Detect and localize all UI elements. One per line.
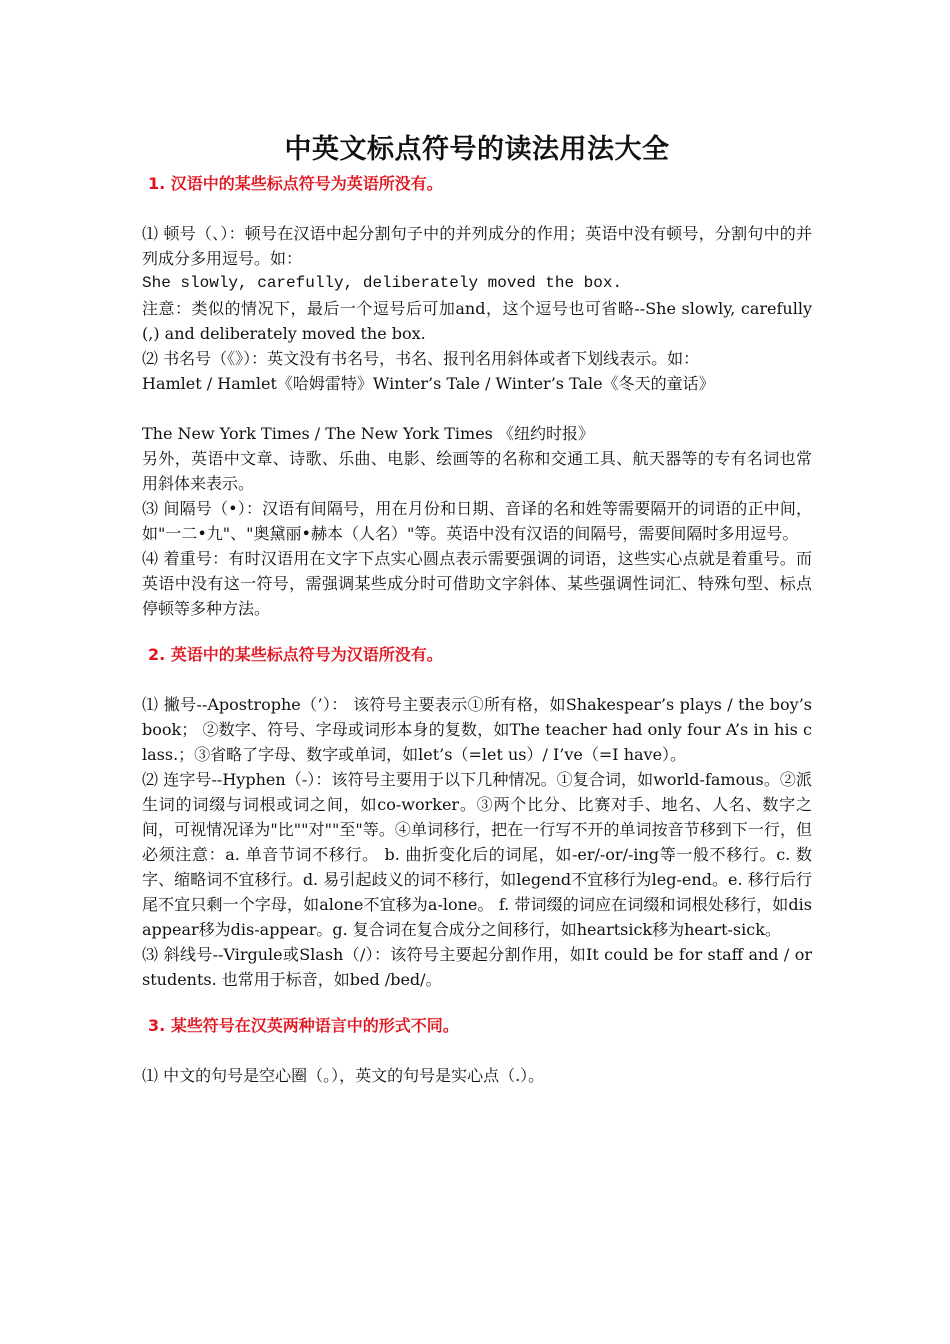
section-heading-2: 2. 英语中的某些标点符号为汉语所没有。 bbox=[148, 645, 443, 664]
paragraph: ⑶ 间隔号（•）：汉语有间隔号，用在月份和日期、音译的名和姓等需要隔开的词语的正中间，如"一二•九"、"奥黛丽•赫本（人名）"等。英语中没有汉语的间隔号，需要间隔时多用逗号。 bbox=[142, 499, 812, 543]
paragraph: ⑴ 中文的句号是空心圈（。），英文的句号是实心点（.）。 bbox=[142, 1066, 545, 1085]
paragraph: The New York Times / The New York Times 《纽约时报》 bbox=[142, 424, 594, 443]
page-title: 中英文标点符号的读法用法大全 bbox=[284, 134, 670, 165]
paragraph: 注意：类似的情况下，最后一个逗号后可加and，这个逗号也可省略--She slowly, carefully(,) and deliberately moved the box. bbox=[142, 299, 812, 343]
paragraph: ⑶ 斜线号--Virgule或Slash（/）：该符号主要起分割作用，如It could be for staff and / or students. 也常用于标音，如bed /bed/。 bbox=[142, 945, 812, 989]
paragraph: 另外，英语中文章、诗歌、乐曲、电影、绘画等的名称和交通工具、航天器等的专有名词也常用斜体来表示。 bbox=[142, 449, 812, 493]
paragraph: ⑵ 连字号--Hyphen（-）：该符号主要用于以下几种情况。①复合词，如world-famous。②派生词的词缀与词根或词之间，如co-worker。③两个比分、比赛对手、地名、人名、数字之间，可视情况译为"比""对""至"等。④单词移行，把在一行写不开的单词按音节移到下一行，但必须注意：a. 单音节词不移行。 b. 曲折变化后的词尾，如-er/-or/-ing等一般不移行。c. 数字、缩略词不宜移行。d. 易引起歧义的词不移行，如legend不宜移行为leg-end。e. 移行后行尾不宜只剩一个字母，如alone不宜移为a-lone。 f. 带词缀的词应在词缀和词根处移行，如disappear移为dis-appear。g. 复合词在复合成分之间移行，如heartsick移为heart-sick。 bbox=[142, 770, 812, 939]
section-heading-3: 3. 某些符号在汉英两种语言中的形式不同。 bbox=[148, 1016, 459, 1035]
document-page bbox=[142, 128, 812, 1088]
paragraph: ⑴ 撇号--Apostrophe（’）： 该符号主要表示①所有格，如Shakespear’s plays / the boy’s book； ②数字、符号、字母或词形本身的复数，如The teacher had only four A’s in his class.；③省略了字母、数字或单词，如let’s（=let us）/ I’ve（=I have）。 bbox=[142, 695, 812, 764]
paragraph: She slowly, carefully, deliberately moved the box. bbox=[142, 274, 623, 292]
paragraph: ⑴ 顿号（、）：顿号在汉语中起分割句子中的并列成分的作用；英语中没有顿号，分割句中的并列成分多用逗号。如： bbox=[142, 224, 812, 268]
section-heading-1: 1. 汉语中的某些标点符号为英语所没有。 bbox=[148, 174, 443, 193]
paragraph: ⑵ 书名号（《》）：英文没有书名号，书名、报刊名用斜体或者下划线表示。如： bbox=[142, 349, 700, 368]
paragraph: ⑷ 着重号：有时汉语用在文字下点实心圆点表示需要强调的词语，这些实心点就是着重号。而英语中没有这一符号，需强调某些成分时可借助文字斜体、某些强调性词汇、特殊句型、标点停顿等多种方法。 bbox=[142, 549, 812, 618]
paragraph: Hamlet / Hamlet《哈姆雷特》Winter’s Tale / Winter’s Tale《冬天的童话》 bbox=[142, 374, 715, 393]
